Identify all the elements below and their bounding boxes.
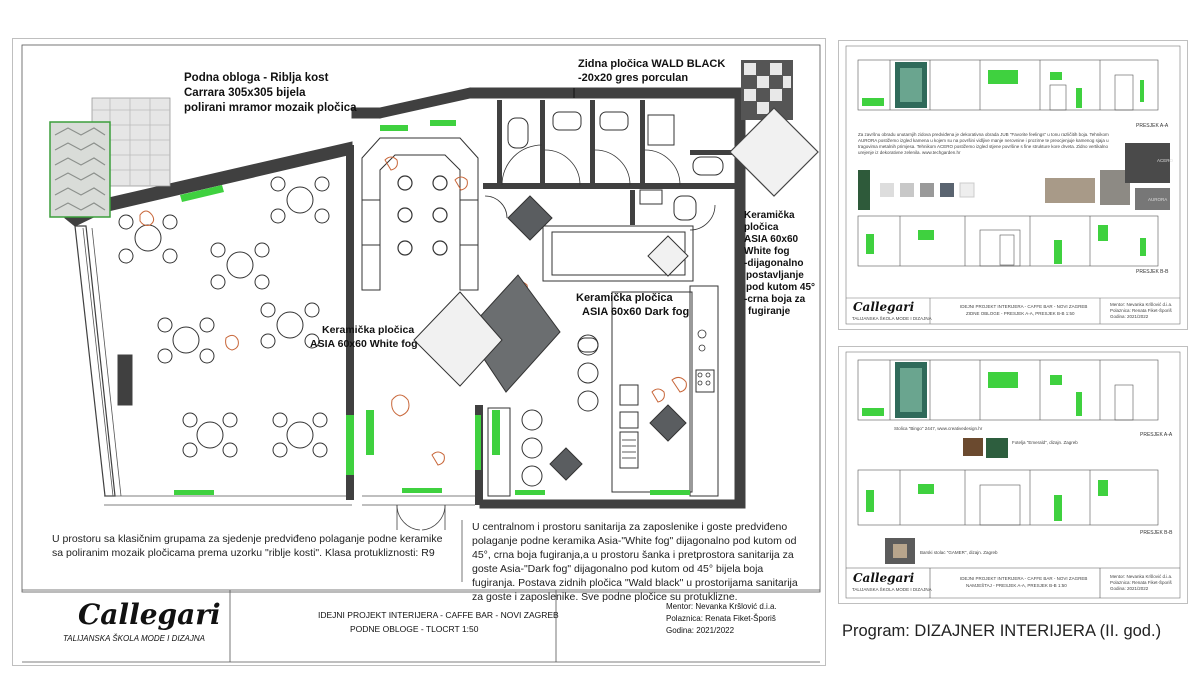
year-bottom: Godina: 2021/2022 [1110, 586, 1149, 591]
white-fog-right-label-3: ASIA 60x60 [744, 234, 799, 245]
floor-cover-label-3: polirani mramor mozaik pločica [184, 102, 357, 114]
drawing-title-top: ZIDNE OBLOGE - PRESJEK A-A, PRESJEK B-B 1:50 [966, 311, 1075, 316]
logo-subtitle-top: TALIJANSKA ŠKOLA MODE I DIZAJNA [852, 316, 932, 321]
mentor-top: Mentor: Nevanka Kršlović d.i.a. [1110, 302, 1173, 307]
furniture-note-3: Barski stolac "GAMER", dizajn. Zagreb [920, 550, 998, 555]
section-aa-label-top: PRESJEK A-A [1136, 123, 1169, 129]
logo-subtitle-main: TALIJANSKA ŠKOLA MODE I DIZAJNA [63, 634, 205, 643]
section-aa-label-bottom: PRESJEK A-A [1140, 432, 1173, 438]
dark-fog-label-1: Keramička pločica [576, 292, 673, 304]
callegari-logo-bottom: Callegari [853, 571, 915, 585]
note-left: U prostoru sa klasičnim grupama za sjedenje predviđeno polaganje podne keramike sa poliranim mozaik pločicama prema uzorku "riblje kosti". Klasa protukliznosti: R9 [52, 533, 443, 559]
furniture-note-2: Fotelja "Emerald", dizajn. Zagreb [1012, 440, 1078, 445]
white-fog-right-label-6: postavljanje [746, 270, 804, 281]
white-fog-right-label-2: pločica [744, 222, 779, 233]
student-bottom: Polaznica: Renata Fiket-Šporiš [1110, 580, 1172, 585]
floor-cover-label-2: Carrara 305x305 bijela [184, 87, 306, 99]
year-top: Godina: 2021/2022 [1110, 314, 1149, 319]
swatch-label-aurora: AURORA [1148, 197, 1168, 202]
white-fog-center-label-2: ASIA 60x60 White fog [310, 338, 418, 350]
white-fog-right-label-8: -crna boja za [744, 294, 806, 305]
white-fog-right-label-1: Keramička [744, 210, 795, 221]
white-fog-center-label-1: Keramička pločica [322, 324, 415, 336]
project-title-top: IDEJNI PROJEKT INTERIJERA - CAFFE BAR - NOVI ZAGREB [960, 304, 1088, 309]
wall-tile-label-1: Zidna pločica WALD BLACK [578, 58, 726, 70]
white-fog-right-label-5: -dijagonalno [744, 258, 804, 269]
student-main: Polaznica: Renata Fiket-Šporiš [666, 614, 776, 623]
logo-subtitle-bottom: TALIJANSKA ŠKOLA MODE I DIZAJNA [852, 587, 932, 592]
mentor-main: Mentor: Nevanka Kršlović d.i.a. [666, 602, 777, 611]
section-bb-label-bottom: PRESJEK B-B [1140, 530, 1173, 536]
white-fog-right-label-4: White fog [744, 246, 790, 257]
program-caption: Program: DIZAJNER INTERIJERA (II. god.) [842, 622, 1162, 640]
year-main: Godina: 2021/2022 [666, 626, 735, 635]
section-bb-label-top: PRESJEK B-B [1136, 269, 1169, 275]
wall-tile-label-2: -20x20 gres porculan [578, 72, 689, 84]
drawing-title-bottom: NAMJEŠTAJ - PRESJEK A-A, PRESJEK B-B 1:50 [966, 583, 1067, 588]
wall-finish-description: Za završnu obradu unutarnjih zidova predviđena je dekorativna obrada JUB "Favorite feelings" u tonu različitih boja. Tehnikom AURORA postižemo izgled kamena u kojem su na površini vidljive manje nerovnine i prozirne te preocjenjuje kamenog sjaja u tragovima metalnih primjesa. Tehnikom ACERO postižemo izgled stjene površine s fine strukture kore drveta. Zidno vertikalno urejenje iz dekorativne zelenila. www.techgarden.hr [858, 132, 1109, 155]
mentor-bottom: Mentor: Nevanka Kršlović d.i.a. [1110, 574, 1173, 579]
swatch-label-acero: ACERO [1157, 158, 1174, 163]
floor-cover-label-1: Podna obloga - Riblja kost [184, 72, 329, 84]
project-title-bottom: IDEJNI PROJEKT INTERIJERA - CAFFE BAR - NOVI ZAGREB [960, 576, 1088, 581]
dark-fog-label-2: ASIA 60x60 Dark fog [582, 306, 690, 318]
student-top: Polaznica: Renata Fiket-Šporiš [1110, 308, 1172, 313]
white-fog-right-label-7: pod kutom 45° [746, 282, 816, 293]
drawing-title-main: PODNE OBLOGE - TLOCRT 1:50 [350, 624, 479, 634]
callegari-logo-main: Callegari [78, 598, 221, 631]
white-fog-right-label-9: fugiranje [748, 306, 791, 317]
callegari-logo-top: Callegari [853, 300, 915, 314]
note-right: U centralnom i prostoru sanitarija za zaposlenike i goste predviđeno polaganje podne keramika Asia-"White fog" dijagonalno pod kutom od 45°, crna boja fugiranja,a u prostoru šanka i pretprostora sanitarija za goste Asia-"Dark fog" dijagonalno pod kutom od 45° bijela boja fugiranja. Postava zidnih pločica "Wald black" u prostorijama sanitarija za goste i zaposlenike. Sve podne pločice su protuklizne. [472, 521, 798, 603]
project-title-main: IDEJNI PROJEKT INTERIJERA - CAFFE BAR - NOVI ZAGREB [318, 610, 559, 620]
furniture-note-1: Stolica "Bingo" 2447, www.creativedesign.hr [894, 426, 983, 431]
